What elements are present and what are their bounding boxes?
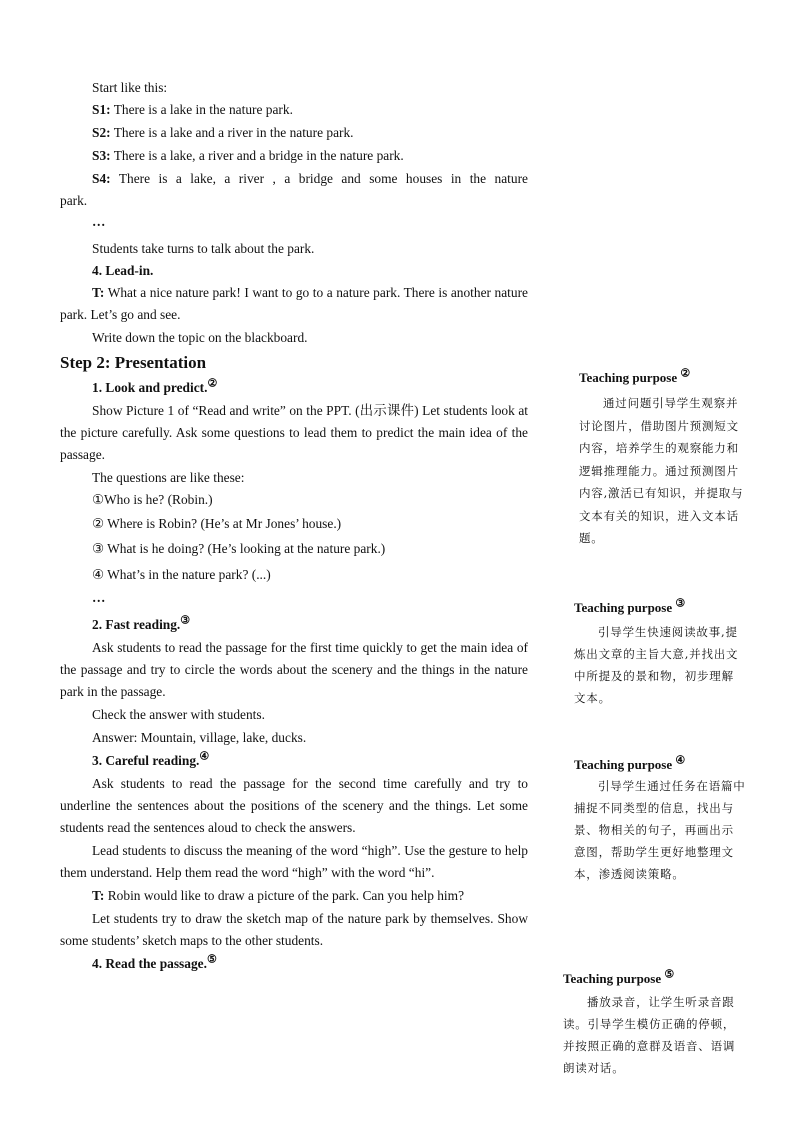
teaching-purpose-title: Teaching purpose <box>579 370 678 385</box>
read-passage-heading <box>60 953 528 974</box>
lead-in-paragraph <box>60 282 528 326</box>
footnote-mark: ③ <box>180 614 191 627</box>
speaker-label: S2: <box>92 125 111 140</box>
teacher-label: T: <box>92 888 105 903</box>
questions-intro: The questions are like these: <box>92 470 245 485</box>
lead-in-text: What a nice nature park! I want to go to a nature park. There is another nature park. Let’s go and see. <box>60 285 528 322</box>
fast-reading-heading <box>60 614 528 635</box>
footnote-mark: ⑤ <box>206 953 217 966</box>
teaching-purpose-title: Teaching purpose <box>574 600 673 615</box>
ellipsis: … <box>92 590 108 605</box>
fast-reading-paragraph: Ask students to read the passage for the first time quickly to get the main idea of the passage and try to circle the words about the scenery and the things in the nature park in the passage. <box>60 640 528 699</box>
start-like-text: Start like this: <box>92 80 168 95</box>
ellipsis: … <box>92 214 108 229</box>
fast-reading-title: 2. Fast reading. <box>92 617 181 632</box>
teaching-purpose-4 <box>574 755 746 885</box>
lead-discuss-paragraph: Lead students to discuss the meaning of the word “high”. Use the gesture to help them understand. Help them read the word “high” with the word “hi”. <box>60 843 528 880</box>
teaching-purpose-2 <box>579 368 747 550</box>
teaching-purpose-heading <box>574 755 746 775</box>
sketch-paragraph: Let students try to draw the sketch map of the nature park by themselves. Show some students’ sketch maps to the other students. <box>60 911 528 948</box>
footnote-mark: ④ <box>199 750 210 763</box>
show-picture-paragraph: Show Picture 1 of “Read and write” on the PPT. (出示课件) Let students look at the picture carefully. Ask some questions to lead them to predict the main idea of the passage. <box>60 403 528 462</box>
question-item: ③ What is he doing? (He’s looking at the nature park.) <box>92 541 386 556</box>
footnote-mark: ③ <box>675 597 686 610</box>
s-line-text: There is a lake, a river and a bridge in the nature park. <box>110 148 404 163</box>
teaching-purpose-5 <box>563 969 745 1079</box>
careful-reading-heading <box>60 750 528 771</box>
teaching-purpose-heading <box>579 368 747 388</box>
teacher-label: T: <box>92 285 105 300</box>
question-item: ② Where is Robin? (He’s at Mr Jones’ house.) <box>92 516 342 531</box>
lead-in-heading: 4. Lead-in. <box>92 263 154 278</box>
footnote-mark: ② <box>207 377 218 390</box>
s-line-text: There is a lake, a river , a bridge and some houses in the nature park. <box>60 171 528 208</box>
s2-line <box>60 122 528 144</box>
teaching-purpose-heading <box>574 598 746 618</box>
s1-line <box>60 99 528 121</box>
question-item: ④ What’s in the nature park? (...) <box>92 567 271 582</box>
speaker-label: S4: <box>92 171 111 186</box>
footnote-mark: ② <box>680 367 691 380</box>
step2-heading: Step 2: Presentation <box>60 353 207 372</box>
check-answer-text: Check the answer with students. <box>92 707 265 722</box>
look-predict-heading <box>60 377 528 398</box>
s-line-text: There is a lake in the nature park. <box>110 102 293 117</box>
main-column <box>60 77 528 975</box>
teaching-purpose-title: Teaching purpose <box>574 757 673 772</box>
speaker-label: S1: <box>92 102 111 117</box>
teaching-purpose-content: 通过问题引导学生观察并讨论图片，借助图片预测短文内容，培养学生的观察能力和逻辑推理能力。通过预测图片内容,激活已有知识，并提取与文本有关的知识，进入文本话题。 <box>579 396 744 545</box>
question-item: ①Who is he? (Robin.) <box>92 492 213 507</box>
teaching-purpose-3 <box>574 598 746 709</box>
answer-text: Answer: Mountain, village, lake, ducks. <box>92 730 307 745</box>
footnote-mark: ⑤ <box>664 968 675 981</box>
teaching-purpose-heading <box>563 969 745 989</box>
teaching-purpose-content: 引导学生快速阅读故事,提炼出文章的主旨大意,并找出文中所提及的景和物，初步理解文本。 <box>574 625 739 705</box>
teaching-purpose-content: 播放录音，让学生听录音跟读。引导学生模仿正确的停顿，并按照正确的意群及语音、语调朗读对话。 <box>563 995 736 1075</box>
teaching-purpose-title: Teaching purpose <box>563 971 662 986</box>
careful-reading-paragraph: Ask students to read the passage for the second time carefully and try to underline the sentences about the positions of the scenery and the things. Let some students read the sentences aloud to check the answers. <box>60 776 528 835</box>
s3-line <box>60 145 528 167</box>
read-passage-title: 4. Read the passage. <box>92 956 207 971</box>
s-line-text: There is a lake and a river in the nature park. <box>110 125 354 140</box>
s4-line <box>60 168 528 212</box>
teaching-purpose-content: 引导学生通过任务在语篇中捕捉不同类型的信息，找出与景、物相关的句子，再画出示意图，帮助学生更好地整理文本，渗透阅读策略。 <box>574 779 746 881</box>
students-take-turns: Students take turns to talk about the park. <box>92 241 315 256</box>
careful-reading-title: 3. Careful reading. <box>92 753 200 768</box>
speaker-label: S3: <box>92 148 111 163</box>
robin-text: Robin would like to draw a picture of the park. Can you help him? <box>104 888 465 903</box>
footnote-mark: ④ <box>675 754 686 767</box>
write-topic-text: Write down the topic on the blackboard. <box>92 330 308 345</box>
look-predict-title: 1. Look and predict. <box>92 380 208 395</box>
robin-paragraph <box>60 885 528 907</box>
